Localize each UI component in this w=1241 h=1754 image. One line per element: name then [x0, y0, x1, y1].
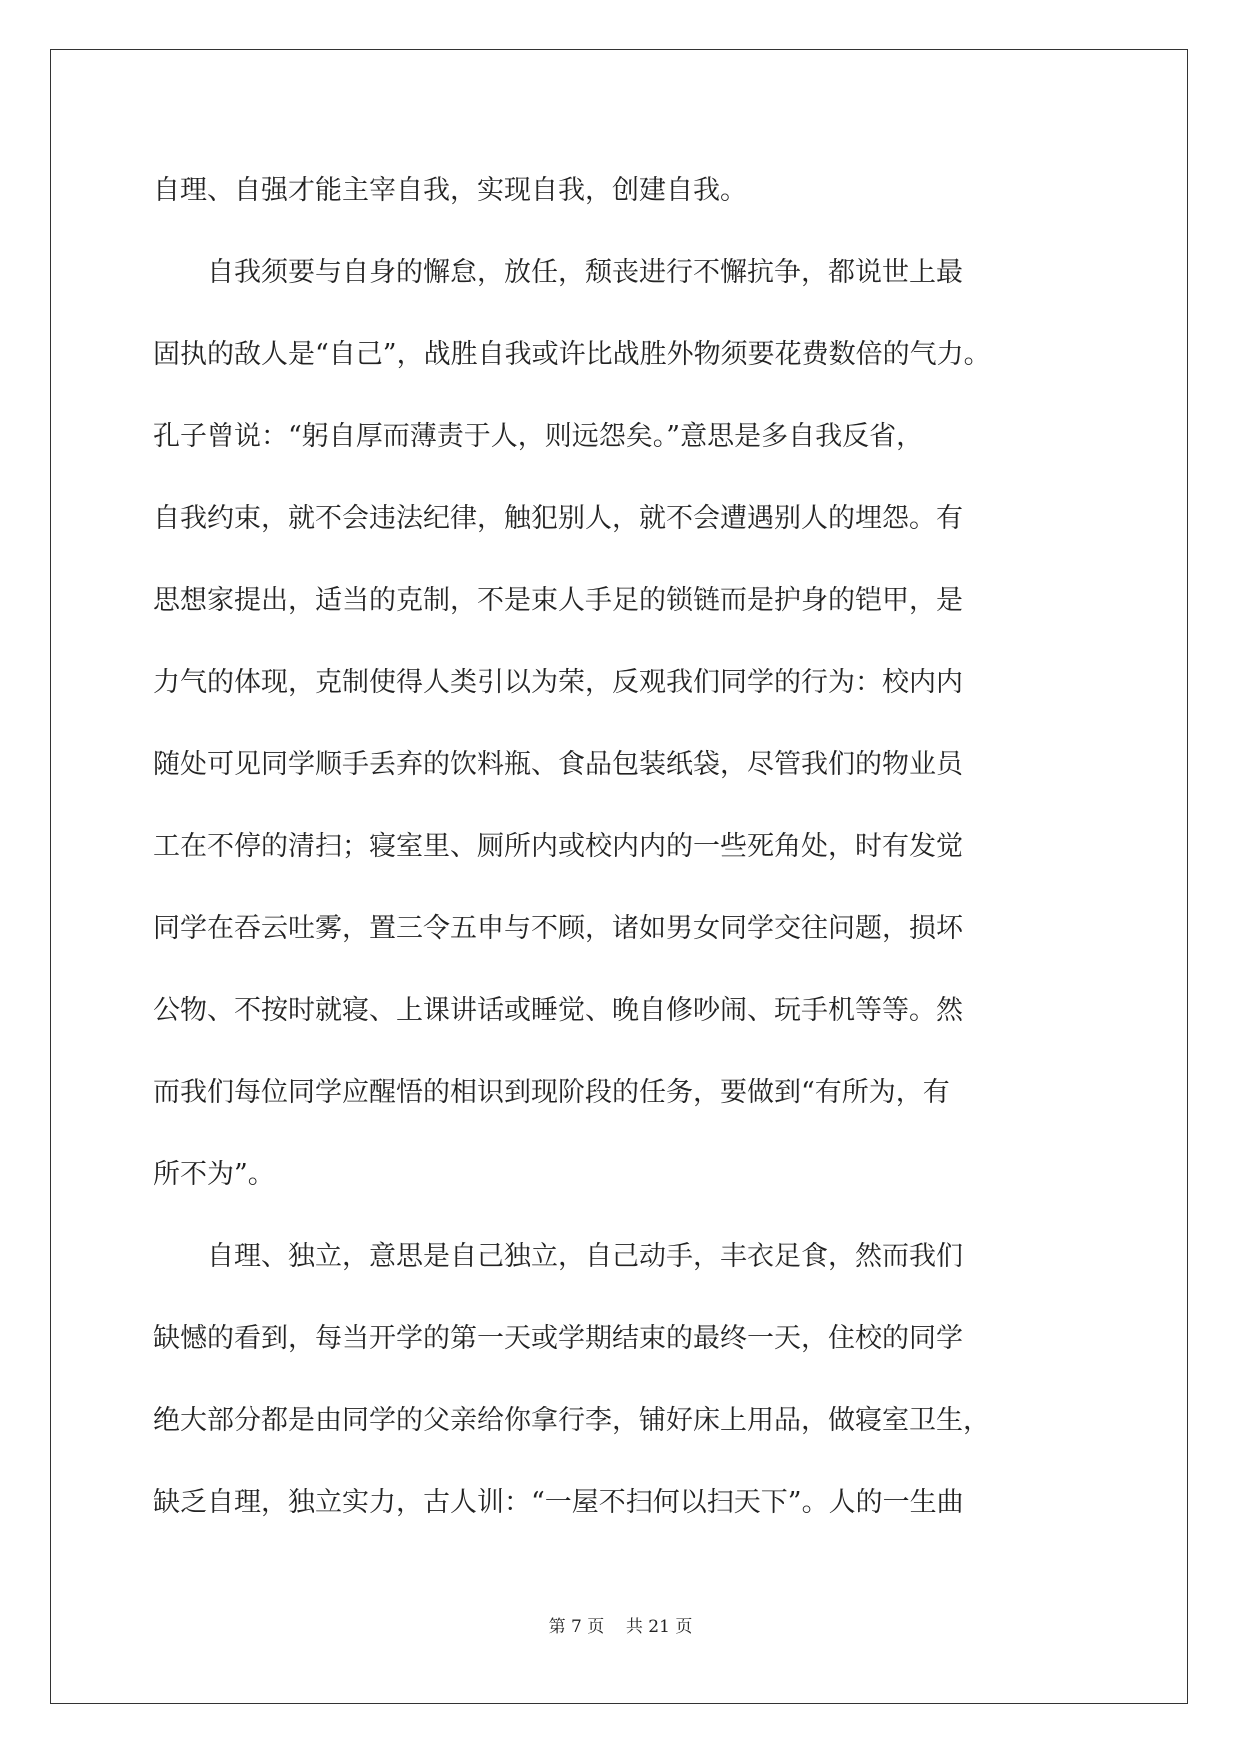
text-line: 同学在吞云吐雾，置三令五申与不顾，诸如男女同学交往问题，损坏 — [153, 913, 963, 944]
text-line: 自我约束，就不会违法纪律，触犯别人，就不会遭遇别人的埋怨。有 — [153, 503, 963, 534]
text-line: 缺憾的看到，每当开学的第一天或学期结束的最终一天，住校的同学 — [153, 1323, 963, 1354]
text-line: 而我们每位同学应醒悟的相识到现阶段的任务，要做到“有所为，有 — [153, 1077, 950, 1108]
text-line: 自理、自强才能主宰自我，实现自我，创建自我。 — [153, 175, 747, 206]
text-line: 所不为”。 — [153, 1159, 275, 1190]
text-line: 自我须要与自身的懈怠，放任，颓丧进行不懈抗争，都说世上最 — [153, 257, 963, 288]
text-line: 绝大部分都是由同学的父亲给你拿行李，铺好床上用品，做寝室卫生， — [153, 1405, 990, 1436]
page-footer — [0, 1612, 1241, 1637]
text-line: 力气的体现，克制使得人类引以为荣，反观我们同学的行为：校内内 — [153, 667, 963, 698]
text-line: 随处可见同学顺手丢弃的饮料瓶、食品包装纸袋，尽管我们的物业员 — [153, 749, 963, 780]
text-line: 固执的敌人是“自己”，战胜自我或许比战胜外物须要花费数倍的气力。 — [153, 339, 991, 370]
page-number: 第 7 页 — [548, 1617, 605, 1637]
text-line: 工在不停的清扫；寝室里、厕所内或校内内的一些死角处，时有发觉 — [153, 831, 963, 862]
text-line: 孔子曾说：“躬自厚而薄责于人，则远怨矣。”意思是多自我反省， — [153, 421, 924, 452]
page-total: 共 21 页 — [625, 1617, 693, 1637]
text-line: 缺乏自理，独立实力，古人训：“一屋不扫何以扫天下”。人的一生曲 — [153, 1487, 964, 1518]
text-line: 思想家提出，适当的克制，不是束人手足的锁链而是护身的铠甲，是 — [153, 585, 963, 616]
page-border — [50, 49, 1188, 1704]
text-line: 自理、独立，意思是自己独立，自己动手，丰衣足食，然而我们 — [153, 1241, 963, 1272]
text-line: 公物、不按时就寝、上课讲话或睡觉、晚自修吵闹、玩手机等等。然 — [153, 995, 963, 1026]
